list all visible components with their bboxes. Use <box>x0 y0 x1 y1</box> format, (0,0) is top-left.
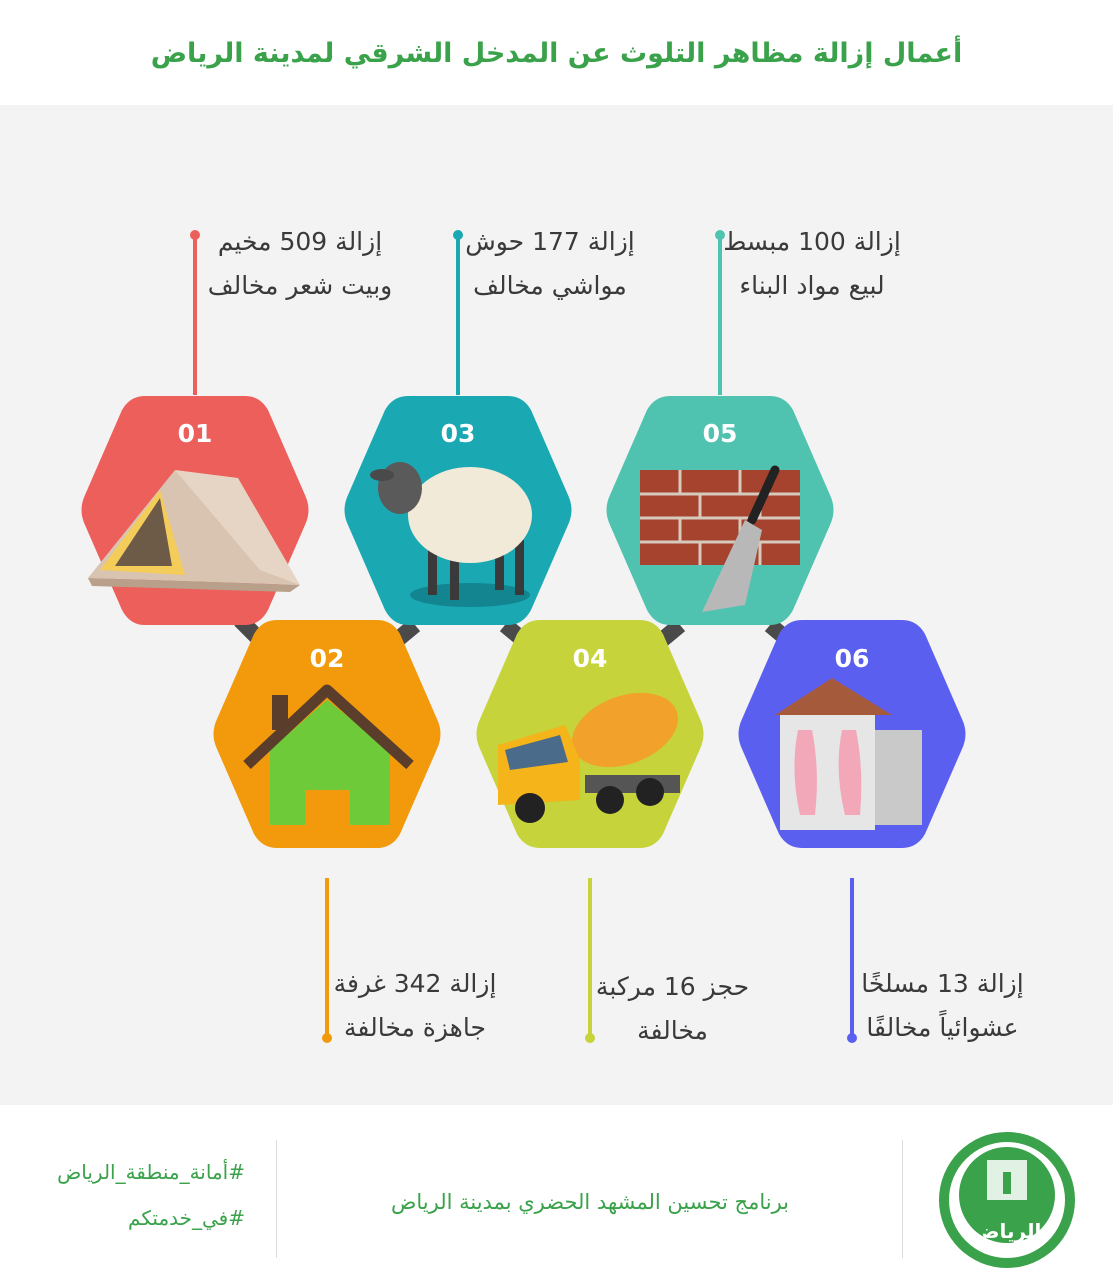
logo-text: الرياض <box>972 1219 1042 1243</box>
item-04-line2: مخالفة <box>637 1016 708 1045</box>
hex-01 <box>82 396 309 625</box>
item-01-line2: وبيت شعر مخالف <box>207 271 393 300</box>
hex-06-number: 06 <box>834 644 870 673</box>
item-05-line1: إزالة 100 مبسط <box>723 227 901 256</box>
hex-05 <box>607 396 834 625</box>
item-01-line1: إزالة 509 مخيم <box>217 227 383 256</box>
item-02-label <box>330 962 500 1050</box>
hex-04-number: 04 <box>572 644 608 673</box>
pointer-dot-01 <box>190 230 200 240</box>
hex-02-number: 02 <box>309 644 345 673</box>
item-03-line1: إزالة 177 حوش <box>465 227 635 256</box>
hex-02 <box>214 620 441 848</box>
footer-divider-left <box>276 1140 277 1258</box>
item-04-label <box>590 965 755 1053</box>
hex-04 <box>477 620 704 848</box>
item-02-line2: جاهزة مخالفة <box>344 1013 486 1042</box>
item-02-line1: إزالة 342 غرفة <box>333 969 497 998</box>
riyadh-logo <box>939 1132 1075 1268</box>
item-04-line1: حجز 16 مركبة <box>595 972 750 1001</box>
footer-divider-right <box>902 1140 903 1258</box>
item-03-label <box>460 220 640 308</box>
item-03-line2: مواشي مخالف <box>473 271 627 300</box>
item-06-line1: إزالة 13 مسلخًا <box>861 969 1024 998</box>
item-06-label <box>855 962 1030 1050</box>
item-05-label <box>722 220 902 308</box>
program-name: برنامج تحسين المشهد الحضري بمدينة الرياض <box>390 1190 790 1214</box>
hex-06 <box>739 620 966 848</box>
hex-03 <box>345 396 572 625</box>
item-05-line2: لبيع مواد البناء <box>739 271 885 300</box>
hex-03-number: 03 <box>440 419 476 448</box>
hex-01-number: 01 <box>177 419 213 448</box>
page-title: أعمال إزالة مظاهر التلوث عن المدخل الشرقي لمدينة الرياض <box>150 38 963 69</box>
hashtag-service[interactable]: #في_خدمتكم <box>128 1206 245 1230</box>
hex-05-number: 05 <box>702 419 738 448</box>
palm-swords-icon <box>987 1160 1027 1200</box>
item-01-label <box>200 220 400 308</box>
hashtag-amanah[interactable]: #أمانة_منطقة_الرياض <box>57 1160 245 1184</box>
item-06-line2: عشوائياً مخالفًا <box>866 1013 1019 1042</box>
